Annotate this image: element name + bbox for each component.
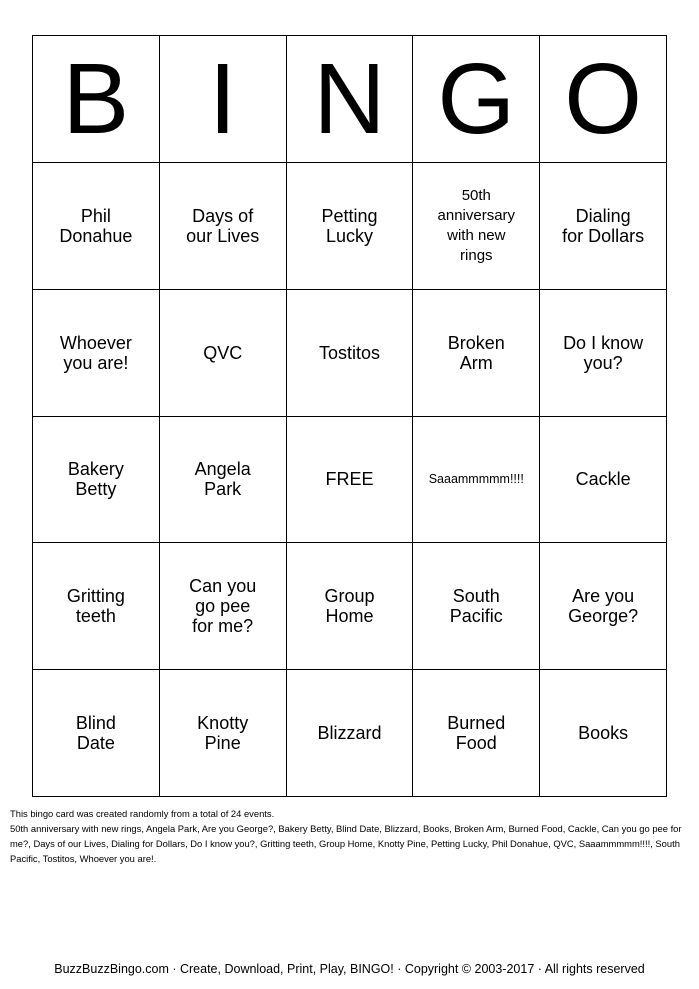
bingo-square-label: Saaammmmm!!!!: [428, 472, 524, 487]
bingo-square: [287, 543, 414, 670]
free-square: [287, 417, 414, 544]
bingo-square-label: Phil Donahue: [59, 205, 133, 246]
notes-summary: This bingo card was created randomly from a total of 24 events.: [10, 808, 275, 819]
bingo-square: [287, 670, 414, 797]
bingo-square: [413, 290, 540, 417]
bingo-square: [33, 290, 160, 417]
header-letter: O: [564, 42, 642, 155]
bingo-square-label: Bakery Betty: [67, 459, 124, 500]
bingo-square-label: Group Home: [324, 586, 375, 627]
bingo-square-label: Broken Arm: [447, 332, 505, 373]
bingo-square-label: 50th anniversary with new rings: [437, 186, 516, 264]
bingo-square-label: Petting Lucky: [321, 205, 378, 246]
bingo-square-label: Blind Date: [75, 713, 116, 754]
bingo-square: [540, 290, 667, 417]
bingo-square: [33, 163, 160, 290]
header-letter: I: [208, 42, 237, 155]
bingo-square-label: Are you George?: [568, 586, 639, 627]
notes-event-list: 50th anniversary with new rings, Angela Park, Are you George?, Bakery Betty, Blind Date, Blizzard, Books, Broken Arm, Burned Food, Cackle, Can you go pee for me?, Days of our Lives, Dialing for Dollars, Do I know you?, Gritting teeth, Group Home, Knotty Pine, Petting Lucky, Phil Donahue, QVC, Saaammmmm!!!!, South Pacific, Tostitos, Whoever you are!.: [10, 823, 682, 864]
bingo-square: [413, 417, 540, 544]
bingo-square-label: Whoever you are!: [59, 332, 132, 373]
bingo-square-label: Tostitos: [318, 342, 380, 363]
bingo-square: [160, 417, 287, 544]
bingo-square: [287, 290, 414, 417]
header-letter: N: [313, 42, 386, 155]
bingo-square-label: Dialing for Dollars: [562, 205, 645, 246]
bingo-square-label: Days of our Lives: [186, 205, 260, 246]
bingo-card: [32, 35, 667, 797]
bingo-square-label: South Pacific: [449, 586, 503, 627]
bingo-square: [33, 670, 160, 797]
bingo-square: [413, 670, 540, 797]
bingo-square: [160, 543, 287, 670]
bingo-square-label: Angela Park: [194, 459, 251, 500]
bingo-square: [540, 670, 667, 797]
bingo-square-label: Blizzard: [317, 723, 382, 744]
header-letter-b: [33, 36, 160, 163]
header-letter: G: [437, 42, 516, 155]
bingo-square-label: Gritting teeth: [66, 586, 125, 627]
bingo-square: [287, 163, 414, 290]
bingo-square: [413, 163, 540, 290]
header-letter-g: [413, 36, 540, 163]
header-letter-o: [540, 36, 667, 163]
header-letter: B: [62, 42, 130, 155]
bingo-square: [540, 417, 667, 544]
bingo-square-label: Knotty Pine: [197, 713, 249, 754]
card-notes: [10, 806, 690, 866]
bingo-square-label: Cackle: [575, 469, 631, 490]
bingo-square: [33, 543, 160, 670]
bingo-square: [540, 163, 667, 290]
bingo-square: [160, 290, 287, 417]
bingo-square-label: FREE: [325, 469, 374, 490]
header-letter-n: [287, 36, 414, 163]
bingo-square: [160, 163, 287, 290]
bingo-square-label: QVC: [203, 342, 243, 363]
footer-copyright: BuzzBuzzBingo.com · Create, Download, Print, Play, BINGO! · Copyright © 2003-2017 · All rights reserved: [54, 962, 645, 976]
header-letter-i: [160, 36, 287, 163]
bingo-square: [33, 417, 160, 544]
bingo-square-label: Books: [578, 723, 629, 744]
bingo-square: [413, 543, 540, 670]
bingo-square: [540, 543, 667, 670]
bingo-square-label: Burned Food: [447, 713, 506, 754]
bingo-square-label: Can you go pee for me?: [189, 576, 257, 637]
bingo-square: [160, 670, 287, 797]
bingo-square-label: Do I know you?: [563, 332, 644, 373]
